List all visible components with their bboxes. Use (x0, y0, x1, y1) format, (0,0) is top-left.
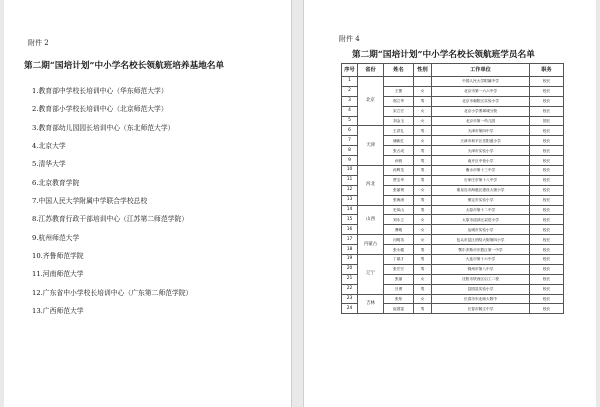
attachment-label: 附件 4 (339, 35, 360, 43)
table-row (342, 126, 564, 136)
gender-cell: 女 (414, 294, 432, 304)
gender-cell: 女 (414, 225, 432, 235)
gender-cell: 男 (414, 255, 432, 265)
position-cell: 校长 (530, 146, 564, 156)
row-number-cell: 14 (342, 205, 358, 215)
gender-cell: 男 (414, 264, 432, 274)
row-number-cell: 19 (342, 255, 358, 265)
province-cell: 河北 (358, 166, 384, 206)
work-unit-cell: 鄂尔多斯市东胜区第一中学 (432, 245, 530, 255)
name-cell: 张丽珉 (384, 185, 414, 195)
row-number-cell: 18 (342, 245, 358, 255)
position-cell: 园长 (530, 116, 564, 126)
name-cell: 张丽 (384, 274, 414, 284)
position-cell: 校长 (530, 235, 564, 245)
gender-cell: 女 (414, 235, 432, 245)
work-unit-cell: 天津市第四中学 (432, 126, 530, 136)
position-cell: 校长 (530, 264, 564, 274)
page-title: 第二期“国培计划”中小学名校长领航班学员名单 (352, 50, 535, 60)
work-unit-cell: 北京市第一六六中学 (432, 86, 530, 96)
work-unit-cell: 太原市迎泽区双语小学 (432, 215, 530, 225)
gender-cell: 男 (414, 304, 432, 314)
name-cell: 史凤山 (384, 205, 414, 215)
row-number-cell: 21 (342, 274, 358, 284)
name-cell: 贾宝华 (384, 175, 414, 185)
province-cell: 天津 (358, 126, 384, 166)
gender-cell: 男 (414, 175, 432, 185)
base-list (32, 86, 287, 324)
name-cell: 孙辉龙 (384, 166, 414, 176)
gender-cell: 男 (414, 126, 432, 136)
province-cell: 北京 (358, 77, 384, 126)
name-cell: 张宏宏 (384, 264, 414, 274)
name-cell: 刘永立 (384, 215, 414, 225)
gender-cell (414, 77, 432, 87)
column-header: 性别 (414, 64, 432, 77)
work-unit-cell: 衡水市第十三中学 (432, 166, 530, 176)
base-list-item: 3.教育部幼儿园园长培训中心（东北师范大学） (32, 123, 175, 132)
row-number-cell: 23 (342, 294, 358, 304)
gender-cell: 男 (414, 156, 432, 166)
gender-cell: 女 (414, 106, 432, 116)
row-number-cell: 7 (342, 136, 358, 146)
position-cell: 校长 (530, 225, 564, 235)
row-number-cell: 6 (342, 126, 358, 136)
row-number-cell: 22 (342, 284, 358, 294)
column-header: 职务 (530, 64, 564, 77)
page-title: 第二期“国培计划”中小学名校长领航班培养基地名单 (24, 61, 225, 71)
position-cell: 校长 (530, 205, 564, 215)
table-row (342, 235, 564, 245)
row-number-cell: 11 (342, 175, 358, 185)
name-cell: 刘金玉 (384, 116, 414, 126)
gender-cell: 女 (414, 86, 432, 96)
name-cell: 王洪礼 (384, 126, 414, 136)
position-cell: 校长 (530, 245, 564, 255)
work-unit-cell: 北京小学翡翠城分校 (432, 106, 530, 116)
name-cell: 王蕾 (384, 86, 414, 96)
work-unit-cell: 保定市实验小学 (432, 195, 530, 205)
row-number-cell: 9 (342, 156, 358, 166)
gender-cell: 男 (414, 146, 432, 156)
position-cell: 校长 (530, 96, 564, 106)
work-unit-cell: 运城市实验小学 (432, 225, 530, 235)
row-number-cell: 4 (342, 106, 358, 116)
work-unit-cell: 石家庄市第十八中学 (432, 175, 530, 185)
position-cell: 校长 (530, 106, 564, 116)
right-document-page (303, 0, 596, 407)
work-unit-cell: 长春市毓文中学 (432, 304, 530, 314)
gender-cell: 男 (414, 205, 432, 215)
row-number-cell: 1 (342, 77, 358, 87)
name-cell (384, 77, 414, 87)
row-number-cell: 8 (342, 146, 358, 156)
column-header: 省份 (358, 64, 384, 77)
left-document-page (4, 0, 292, 407)
work-unit-cell: 北京市朝阳区实验小学 (432, 96, 530, 106)
table-row (342, 294, 564, 304)
work-unit-cell: 锦州市第八中学 (432, 264, 530, 274)
work-unit-cell: 县园县实验小学 (432, 284, 530, 294)
name-cell: 宋立宏 (384, 106, 414, 116)
row-number-cell: 10 (342, 166, 358, 176)
student-roster-table (341, 63, 564, 314)
row-number-cell: 24 (342, 304, 358, 314)
position-cell: 校长 (530, 166, 564, 176)
base-list-item: 10.齐鲁师范学院 (32, 252, 84, 261)
gender-cell: 女 (414, 274, 432, 284)
name-cell: 邢立华 (384, 96, 414, 106)
position-cell: 校长 (530, 156, 564, 166)
work-unit-cell: 天津市实验小学 (432, 146, 530, 156)
name-cell: 崔国富 (384, 304, 414, 314)
province-cell: 吉林 (358, 294, 384, 314)
position-cell: 校长 (530, 136, 564, 146)
position-cell: 校长 (530, 215, 564, 225)
position-cell: 校长 (530, 185, 564, 195)
base-list-item: 1.教育部中学校长培训中心（华东师范大学） (32, 87, 168, 95)
base-list-item: 5.清华大学 (32, 160, 66, 169)
work-unit-cell: 太原市第十二中学 (432, 205, 530, 215)
gender-cell: 男 (414, 245, 432, 255)
work-unit-cell: 北京市第一幼儿园 (432, 116, 530, 126)
base-list-item: 4.北京大学 (32, 142, 66, 151)
base-list-item: 13.广西师范大学 (32, 307, 84, 316)
work-unit-cell: 天津市和平区岳阳道小学 (432, 136, 530, 146)
row-number-cell: 12 (342, 185, 358, 195)
position-cell: 校长 (530, 86, 564, 96)
attachment-label: 附件 2 (28, 39, 49, 47)
position-cell: 校长 (530, 77, 564, 87)
name-cell: 储新红 (384, 136, 414, 146)
row-number-cell: 13 (342, 195, 358, 205)
row-number-cell: 2 (342, 86, 358, 96)
position-cell: 校长 (530, 284, 564, 294)
position-cell: 校长 (530, 175, 564, 185)
work-unit-cell: 沈阳市铁西区启工二校 (432, 274, 530, 284)
base-list-item: 6.北京教育学院 (32, 178, 80, 187)
province-cell: 辽宁 (358, 255, 384, 295)
gender-cell: 男 (414, 195, 432, 205)
gender-cell: 女 (414, 136, 432, 146)
work-unit-cell: 包头市昆区团结大街第四小学 (432, 235, 530, 245)
column-header: 工作单位 (432, 64, 530, 77)
table-row (342, 205, 564, 215)
base-list-item: 7.中国人民大学附属中学联合学校总校 (32, 197, 148, 206)
position-cell: 校长 (530, 294, 564, 304)
work-unit-cell: 中国人民大学附属中学 (432, 77, 530, 87)
position-cell: 校长 (530, 304, 564, 314)
row-number-cell: 3 (342, 96, 358, 106)
name-cell: 闫明英 (384, 235, 414, 245)
name-cell: 张永健 (384, 245, 414, 255)
gender-cell: 男 (414, 166, 432, 176)
base-list-item: 12.广东省中小学校长培训中心（广东第二师范学院） (32, 288, 193, 297)
table-header-row (342, 64, 564, 77)
gender-cell: 女 (414, 116, 432, 126)
row-number-cell: 20 (342, 264, 358, 274)
row-number-cell: 5 (342, 116, 358, 126)
position-cell: 校长 (530, 195, 564, 205)
work-unit-cell: 秦皇岛市海港区建设大街小学 (432, 185, 530, 195)
work-unit-cell: 大连市第十六中学 (432, 255, 530, 265)
name-cell: 孙锐 (384, 156, 414, 166)
name-cell: 吕勇 (384, 284, 414, 294)
name-cell: 丁斌才 (384, 255, 414, 265)
gender-cell: 男 (414, 96, 432, 106)
table-row (342, 166, 564, 176)
position-cell: 校长 (530, 274, 564, 284)
row-number-cell: 17 (342, 235, 358, 245)
row-number-cell: 15 (342, 215, 358, 225)
base-list-item: 8.江苏教育行政干部培训中心（江苏第二师范学院） (32, 215, 189, 224)
position-cell: 校长 (530, 126, 564, 136)
column-header: 姓名 (384, 64, 414, 77)
gender-cell: 男 (414, 284, 432, 294)
name-cell: 张彤 (384, 294, 414, 304)
base-list-item: 11.河南师范大学 (32, 270, 84, 279)
gender-cell: 女 (414, 215, 432, 225)
gender-cell: 女 (414, 185, 432, 195)
province-cell: 内蒙古 (358, 235, 384, 255)
table-row (342, 77, 564, 87)
table-row (342, 255, 564, 265)
row-number-cell: 16 (342, 225, 358, 235)
province-cell: 山西 (358, 205, 384, 235)
name-cell: 曹峻 (384, 225, 414, 235)
name-cell: 张海涛 (384, 195, 414, 205)
column-header: 序号 (342, 64, 358, 77)
work-unit-cell: 长春市东北师大附中 (432, 294, 530, 304)
name-cell: 张占成 (384, 146, 414, 156)
work-unit-cell: 南开区中营小学 (432, 156, 530, 166)
base-list-item: 2.教育部小学校长培训中心（北京师范大学） (32, 105, 168, 114)
base-list-item: 9.杭州师范大学 (32, 233, 80, 242)
position-cell: 校长 (530, 255, 564, 265)
